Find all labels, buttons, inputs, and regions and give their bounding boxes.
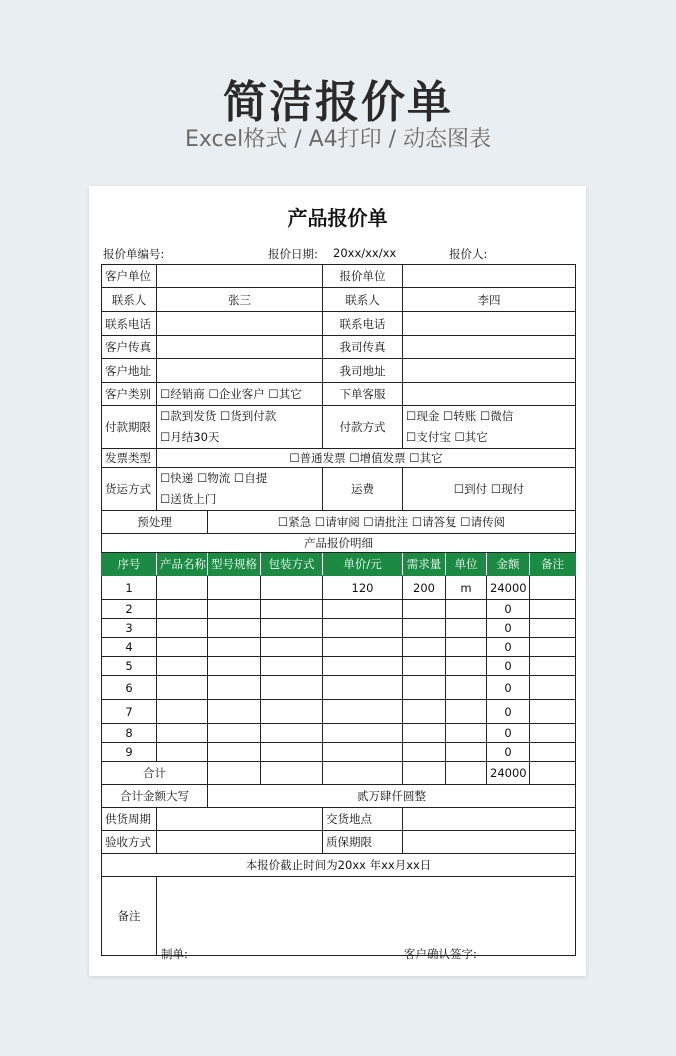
col-header-spec: 型号规格 [208, 553, 261, 576]
row-packing [261, 743, 323, 762]
row-spec [208, 700, 261, 724]
row-amount-in-words [102, 785, 576, 808]
table-row [102, 724, 576, 743]
col-header-qty: 需求量 [403, 553, 446, 576]
quote-table [101, 264, 576, 956]
phone-label-b: 联系电话 [323, 312, 403, 336]
amount-in-words-value: 贰万肆仟圆整 [208, 785, 576, 808]
fax-label-b: 我司传真 [323, 336, 403, 359]
row-price [323, 619, 403, 638]
row-price [323, 600, 403, 619]
total-amount: 24000 [487, 762, 530, 785]
total-qty [403, 762, 446, 785]
table-row [102, 700, 576, 724]
quote-deadline: 本报价截止时间为20xx 年xx月xx日 [102, 854, 576, 877]
warranty-value [403, 831, 576, 854]
row-spec [208, 743, 261, 762]
customer-unit-label: 客户单位 [102, 265, 157, 288]
pay-method-option-line-2: ☐支付宝 ☐其它 [406, 430, 488, 444]
freight-label: 运费 [323, 468, 403, 511]
row-qty [403, 676, 446, 700]
row-category [102, 383, 576, 406]
row-qty [403, 700, 446, 724]
col-header-unit: 单位 [446, 553, 487, 576]
acceptance-value [157, 831, 323, 854]
row-unit [446, 657, 487, 676]
row-no: 7 [102, 700, 157, 724]
address-label-b: 我司地址 [323, 359, 403, 383]
row-acceptance [102, 831, 576, 854]
warranty-label: 质保期限 [323, 831, 403, 854]
row-packing [261, 638, 323, 657]
ship-options[interactable] [157, 468, 323, 511]
row-no: 9 [102, 743, 157, 762]
row-amount: 0 [487, 724, 530, 743]
row-amount: 24000 [487, 576, 530, 600]
phone-value-a [157, 312, 323, 336]
quoter-label: 报价人: [449, 247, 488, 261]
delivery-place-value [403, 808, 576, 831]
total-packing [261, 762, 323, 785]
fax-label-a: 客户传真 [102, 336, 157, 359]
table-row [102, 600, 576, 619]
row-amount: 0 [487, 600, 530, 619]
table-row [102, 657, 576, 676]
document-title: 产品报价单 [287, 206, 388, 230]
row-payment [102, 406, 576, 449]
row-remark [530, 676, 576, 700]
phone-label-a: 联系电话 [102, 312, 157, 336]
invoice-options[interactable]: ☐普通发票 ☐增值发票 ☐其它 [157, 449, 576, 468]
row-spec [208, 676, 261, 700]
row-deadline [102, 854, 576, 877]
row-unit [446, 600, 487, 619]
row-amount: 0 [487, 619, 530, 638]
row-price [323, 676, 403, 700]
row-amount: 0 [487, 638, 530, 657]
total-price [323, 762, 403, 785]
pay-terms-option-line-2: ☐月结30天 [160, 430, 220, 444]
freight-options[interactable]: ☐到付 ☐现付 [403, 468, 576, 511]
pay-method-label: 付款方式 [323, 406, 403, 449]
customer-confirm-label: 客户确认签字: [404, 947, 477, 961]
ship-option-line-1: ☐快递 ☐物流 ☐自提 [160, 471, 268, 485]
row-no: 6 [102, 676, 157, 700]
supply-period-value [157, 808, 323, 831]
row-remark [530, 600, 576, 619]
row-remark [530, 743, 576, 762]
row-unit [446, 743, 487, 762]
row-remark [530, 724, 576, 743]
row-price [323, 724, 403, 743]
acceptance-label: 验收方式 [102, 831, 157, 854]
col-header-price: 单价/元 [323, 553, 403, 576]
row-spec [208, 576, 261, 600]
total-spec [208, 762, 261, 785]
row-detail-title [102, 534, 576, 553]
row-qty [403, 638, 446, 657]
pay-method-option-line-1: ☐现金 ☐转账 ☐微信 [406, 409, 514, 423]
table-row [102, 619, 576, 638]
row-supply [102, 808, 576, 831]
row-amount: 0 [487, 657, 530, 676]
row-packing [261, 576, 323, 600]
pay-method-options[interactable] [403, 406, 576, 449]
row-qty [403, 743, 446, 762]
row-product [157, 638, 208, 657]
col-header-packing: 包装方式 [261, 553, 323, 576]
row-remark [530, 700, 576, 724]
row-no: 3 [102, 619, 157, 638]
row-unit [446, 619, 487, 638]
row-qty: 200 [403, 576, 446, 600]
row-product [157, 743, 208, 762]
remark-label: 备注 [102, 877, 157, 956]
row-product [157, 619, 208, 638]
row-product [157, 576, 208, 600]
hero-title: 简洁报价单 [223, 77, 453, 128]
table-row [102, 638, 576, 657]
row-total [102, 762, 576, 785]
row-price [323, 657, 403, 676]
maker-label: 制单: [161, 947, 188, 961]
category-label: 客户类别 [102, 383, 157, 406]
row-product [157, 700, 208, 724]
row-qty [403, 657, 446, 676]
row-no: 2 [102, 600, 157, 619]
order-service-label: 下单客服 [323, 383, 403, 406]
fax-value-b [403, 336, 576, 359]
row-unit [446, 676, 487, 700]
col-header-amount: 金额 [487, 553, 530, 576]
amount-in-words-label: 合计金额大写 [102, 785, 208, 808]
row-packing [261, 657, 323, 676]
category-options[interactable]: ☐经销商 ☐企业客户 ☐其它 [157, 383, 323, 406]
row-unit [446, 700, 487, 724]
contact-value-a: 张三 [157, 288, 323, 312]
row-packing [261, 619, 323, 638]
row-packing [261, 600, 323, 619]
quote-unit-label: 报价单位 [323, 265, 403, 288]
detail-title: 产品报价明细 [102, 534, 576, 553]
row-no: 8 [102, 724, 157, 743]
row-qty [403, 724, 446, 743]
row-phone [102, 312, 576, 336]
address-value-a [157, 359, 323, 383]
table-row [102, 743, 576, 762]
quote-unit-value [403, 265, 576, 288]
row-price: 120 [323, 576, 403, 600]
ship-label: 货运方式 [102, 468, 157, 511]
row-unit [446, 638, 487, 657]
supply-period-label: 供货周期 [102, 808, 157, 831]
row-invoice [102, 449, 576, 468]
row-amount: 0 [487, 743, 530, 762]
quote-date-label: 报价日期: [268, 247, 318, 261]
fax-value-a [157, 336, 323, 359]
row-no: 4 [102, 638, 157, 657]
row-amount: 0 [487, 700, 530, 724]
row-packing [261, 724, 323, 743]
row-no: 1 [102, 576, 157, 600]
row-remark [530, 657, 576, 676]
row-shipping [102, 468, 576, 511]
row-packing [261, 700, 323, 724]
table-row [102, 576, 576, 600]
row-contact [102, 288, 576, 312]
row-spec [208, 638, 261, 657]
quote-number-label: 报价单编号: [103, 247, 165, 261]
row-qty [403, 600, 446, 619]
pay-terms-options[interactable] [157, 406, 323, 449]
row-preprocess [102, 511, 576, 534]
ship-option-line-2: ☐送货上门 [160, 492, 217, 506]
col-header-no: 序号 [102, 553, 157, 576]
row-remark [102, 877, 576, 956]
preprocess-label: 预处理 [102, 511, 208, 534]
preprocess-options[interactable]: ☐紧急 ☐请审阅 ☐请批注 ☐请答复 ☐请传阅 [208, 511, 576, 534]
row-spec [208, 724, 261, 743]
row-packing [261, 676, 323, 700]
contact-label-b: 联系人 [323, 288, 403, 312]
remark-value [157, 877, 576, 956]
total-label: 合计 [102, 762, 208, 785]
row-spec [208, 657, 261, 676]
row-price [323, 743, 403, 762]
row-spec [208, 619, 261, 638]
row-address [102, 359, 576, 383]
contact-label-a: 联系人 [102, 288, 157, 312]
row-price [323, 700, 403, 724]
row-no: 5 [102, 657, 157, 676]
quote-sheet [89, 186, 586, 976]
invoice-label: 发票类型 [102, 449, 157, 468]
row-product [157, 657, 208, 676]
row-remark [530, 619, 576, 638]
row-product [157, 676, 208, 700]
detail-header-row [102, 553, 576, 576]
total-remark [530, 762, 576, 785]
delivery-place-label: 交货地点 [323, 808, 403, 831]
row-customer-unit [102, 265, 576, 288]
pay-terms-option-line-1: ☐款到发货 ☐货到付款 [160, 409, 277, 423]
address-value-b [403, 359, 576, 383]
total-unit [446, 762, 487, 785]
contact-value-b: 李四 [403, 288, 576, 312]
pay-terms-label: 付款期限 [102, 406, 157, 449]
order-service-value [403, 383, 576, 406]
phone-value-b [403, 312, 576, 336]
address-label-a: 客户地址 [102, 359, 157, 383]
row-product [157, 600, 208, 619]
row-unit: m [446, 576, 487, 600]
table-row [102, 676, 576, 700]
row-product [157, 724, 208, 743]
quote-date-value: 20xx/xx/xx [333, 246, 397, 260]
row-spec [208, 600, 261, 619]
row-amount: 0 [487, 676, 530, 700]
col-header-remark: 备注 [530, 553, 576, 576]
customer-unit-value [157, 265, 323, 288]
hero-subtitle: Excel格式 / A4打印 / 动态图表 [184, 127, 492, 152]
row-remark [530, 576, 576, 600]
col-header-product: 产品名称 [157, 553, 208, 576]
row-unit [446, 724, 487, 743]
row-price [323, 638, 403, 657]
row-fax [102, 336, 576, 359]
row-remark [530, 638, 576, 657]
row-qty [403, 619, 446, 638]
